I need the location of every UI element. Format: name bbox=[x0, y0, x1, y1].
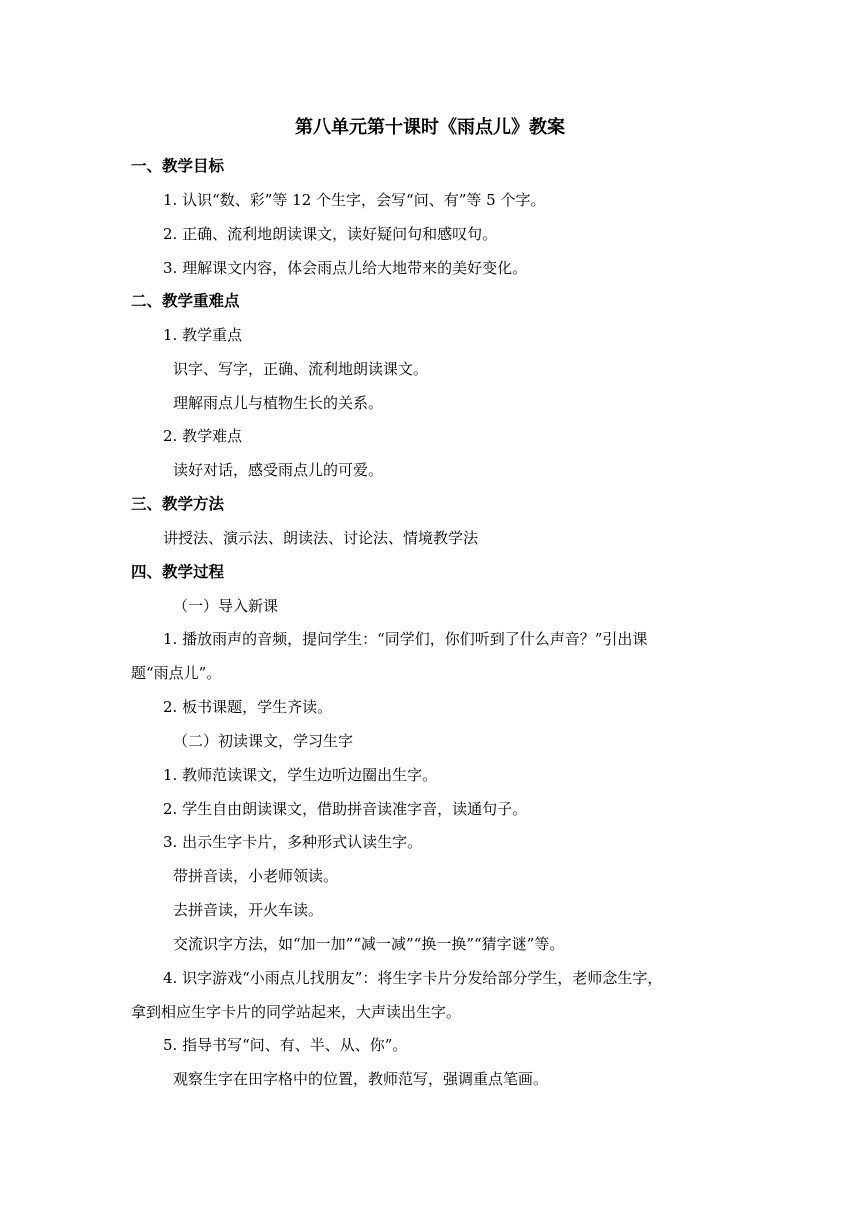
paragraph-line: 1. 教师范读课文，学生边听边圈出生字。 bbox=[163, 766, 438, 784]
paragraph-line: 3. 理解课文内容，体会雨点儿给大地带来的美好变化。 bbox=[163, 259, 528, 277]
paragraph-line: 2. 教学难点 bbox=[163, 427, 243, 445]
paragraph-line: 观察生字在田字格中的位置，教师范写，强调重点笔画。 bbox=[173, 1070, 549, 1088]
paragraph-line: 理解雨点儿与植物生长的关系。 bbox=[173, 394, 384, 412]
paragraph-line: 带拼音读，小老师领读。 bbox=[173, 867, 339, 885]
paragraph-line: 2. 学生自由朗读课文，借助拼音读准字音，读通句子。 bbox=[163, 800, 528, 818]
paragraph-line: 拿到相应生字卡片的同学站起来，大声读出生字。 bbox=[131, 1003, 462, 1021]
document-title: 第八单元第十课时《雨点儿》教案 bbox=[295, 117, 565, 138]
subsection-heading: （一）导入新课 bbox=[173, 597, 279, 615]
paragraph-line: 题“雨点儿”。 bbox=[131, 664, 222, 682]
paragraph-line: 读好对话，感受雨点儿的可爱。 bbox=[173, 461, 384, 479]
paragraph-line: 1. 认识“数、彩”等 12 个生字，会写“问、有”等 5 个字。 bbox=[163, 191, 546, 209]
subsection-heading: （二）初读课文，学习生字 bbox=[173, 732, 354, 750]
paragraph-line: 1. 教学重点 bbox=[163, 326, 243, 344]
section-heading-methods: 三、教学方法 bbox=[131, 494, 225, 513]
paragraph-line: 交流识字方法，如“加一加”“减一减”“换一换”“猜字谜”等。 bbox=[173, 935, 565, 953]
section-heading-process: 四、教学过程 bbox=[131, 562, 225, 581]
paragraph-line: 讲授法、演示法、朗读法、讨论法、情境教学法 bbox=[163, 529, 479, 547]
section-heading-key-points: 二、教学重难点 bbox=[131, 291, 240, 310]
paragraph-line: 3. 出示生字卡片，多种形式认读生字。 bbox=[163, 833, 423, 851]
paragraph-line: 识字、写字，正确、流利地朗读课文。 bbox=[173, 360, 429, 378]
paragraph-line: 1. 播放雨声的音频，提问学生：“同学们，你们听到了什么声音？”引出课 bbox=[163, 630, 648, 648]
section-heading-objectives: 一、教学目标 bbox=[131, 156, 225, 175]
paragraph-line: 去拼音读，开火车读。 bbox=[173, 901, 324, 919]
paragraph-line: 5. 指导书写“问、有、半、从、你”。 bbox=[163, 1036, 408, 1054]
paragraph-line: 2. 正确、流利地朗读课文，读好疑问句和感叹句。 bbox=[163, 225, 498, 243]
paragraph-line: 4. 识字游戏“小雨点儿找朋友”：将生字卡片分发给部分学生，老师念生字， bbox=[163, 969, 663, 987]
paragraph-line: 2. 板书课题，学生齐读。 bbox=[163, 698, 333, 716]
